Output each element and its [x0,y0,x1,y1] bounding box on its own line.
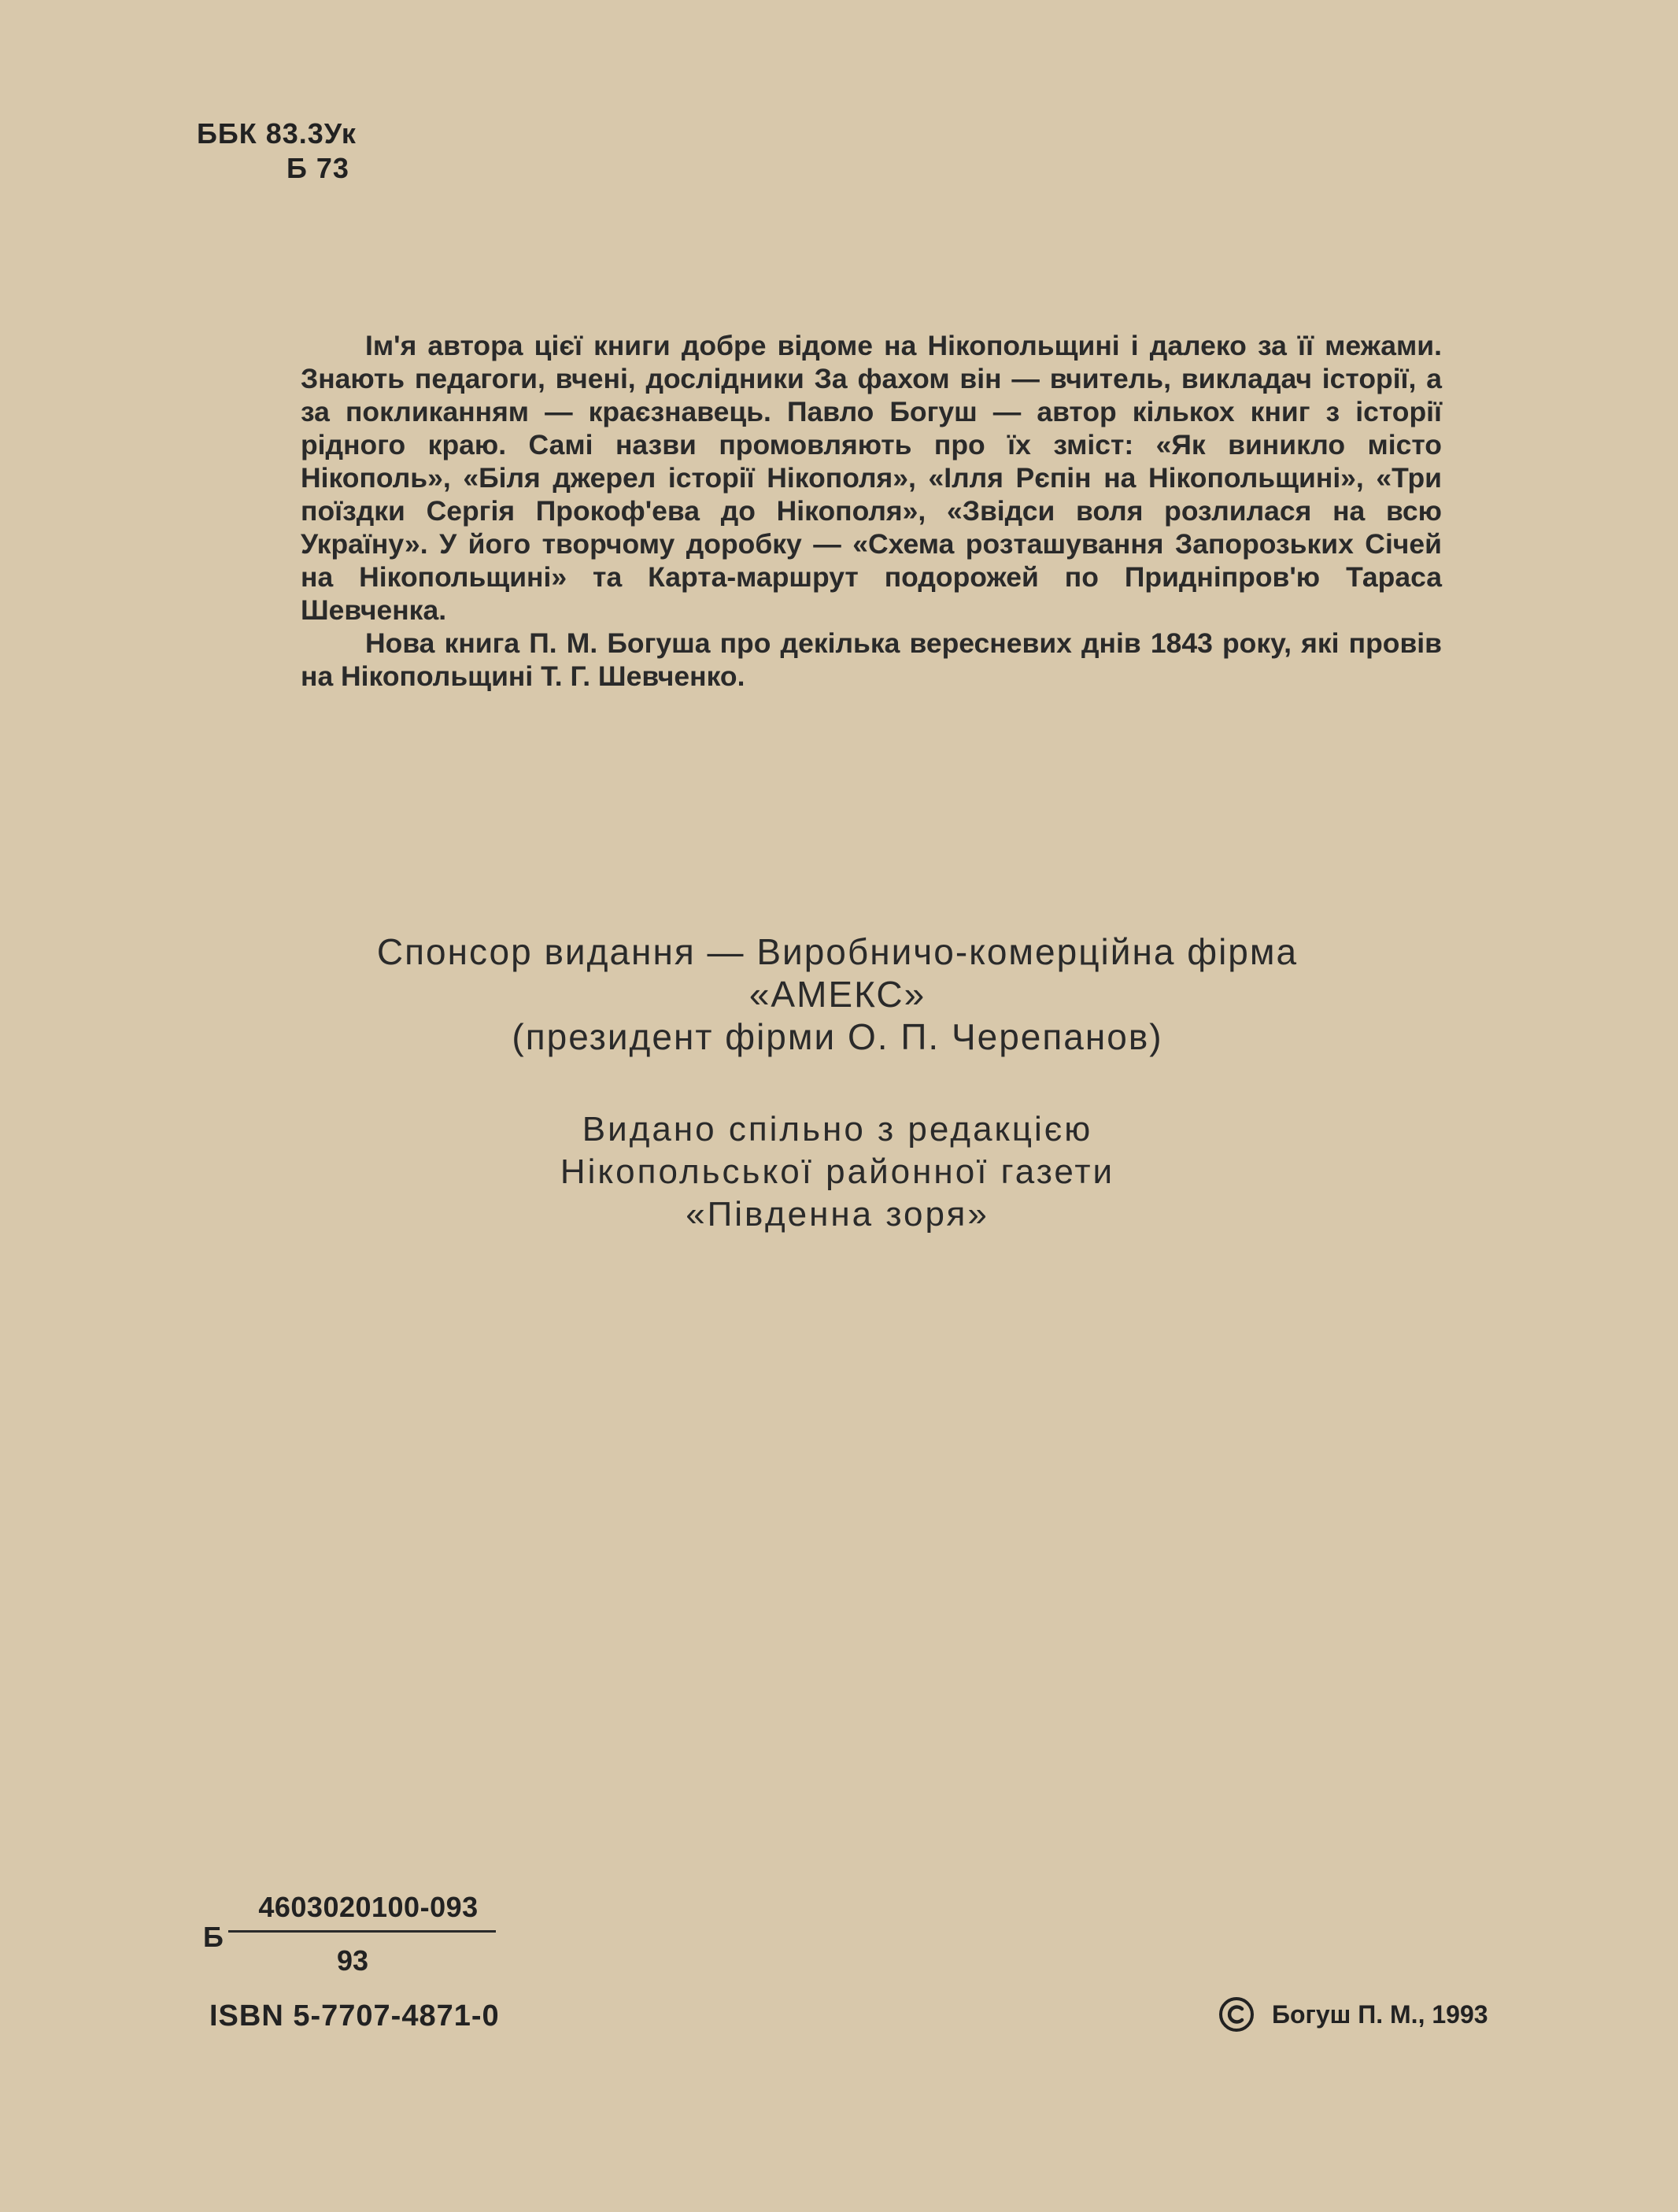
co-publisher-line-1: Видано спільно з редакцією [582,1110,1093,1149]
bibliographic-index [203,1891,518,1985]
sponsor-block [236,930,1439,1058]
bib-numerator: 4603020100-093 [258,1891,479,1923]
annotation-paragraph-1: Ім'я автора цієї книги добре відоме на Нікопольщині і далеко за її межами. Знають педагоги, вчені, дослідники За фахом він — вчитель, викладач історії, а за покликанням — краєзнавець. Павло Богуш — автор кількох книг з історії рідного краю. Самі назви промовляють про їх зміст: «Як виникло місто Нікополь», «Біля джерел історії Нікополя», «Ілля Рєпін на Нікопольщині», «Три поїздки Сергія Прокоф'ева до Нікополя», «Звідси воля розлилася на всю Україну». У його творчому доробку — «Схема розташування Запорозьких Січей на Нікопольщині» та Карта-маршрут подорожей по Придніпров'ю Тараса Шевченка. [301,330,1442,626]
bib-letter: Б [203,1921,224,1953]
sponsor-firm-name: «АМЕКС» [748,974,926,1015]
annotation [301,329,1442,693]
sponsor-line-1: Спонсор видання — Виробничо-комерційна фірма [376,931,1299,972]
isbn: ISBN 5-7707-4871-0 [209,1999,500,2033]
co-publisher-line-2: Нікопольської районної газети [560,1152,1115,1191]
co-publisher-block [236,1108,1439,1236]
copyright-icon [1218,1996,1255,2033]
annotation-paragraph-2: Нова книга П. М. Богуша про декілька вересневих днів 1843 року, які провів на Нікопольщині Т. Г. Шевченко. [301,627,1442,692]
sponsor-president: (президент фірми О. П. Черепанов) [512,1016,1163,1057]
bbk-code: ББК 83.3Ук [197,117,357,150]
fraction-rule [228,1930,496,1933]
bib-denominator: 93 [336,1944,369,1977]
newspaper-name: «Південна зоря» [686,1195,989,1234]
copyright-text: Богуш П. М., 1993 [1272,1999,1488,2029]
classification-block [197,117,357,186]
author-mark: Б 73 [286,152,349,184]
copyright-notice [1218,1996,1488,2033]
